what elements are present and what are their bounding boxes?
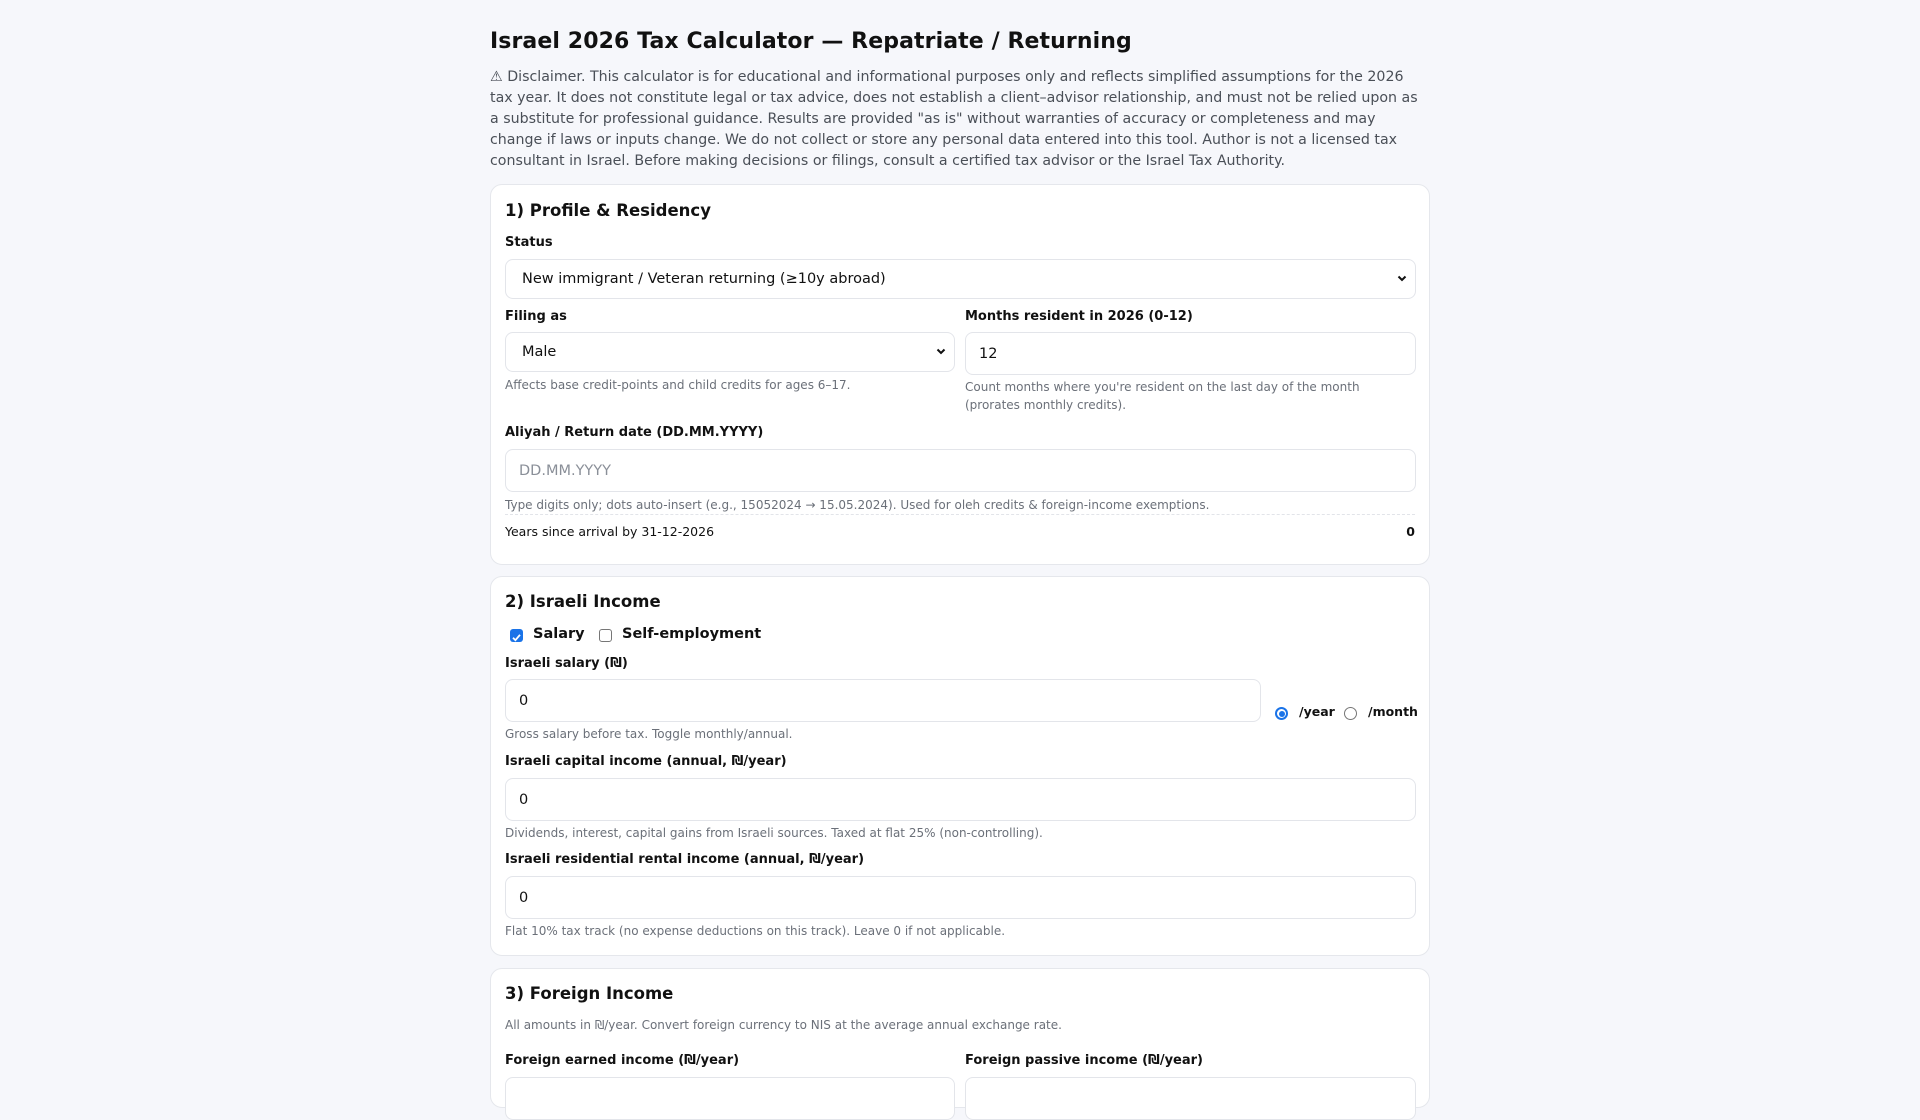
- months-resident-label: Months resident in 2026 (0-12): [965, 309, 1193, 324]
- self-employment-checkbox-label[interactable]: Self-employment: [622, 626, 762, 642]
- months-resident-input[interactable]: [965, 332, 1416, 375]
- aliyah-date-input[interactable]: [505, 449, 1416, 492]
- rental-income-input[interactable]: [505, 876, 1416, 919]
- salary-value: 0: [519, 692, 529, 709]
- status-select[interactable]: [505, 259, 1416, 299]
- foreign-earned-input[interactable]: [505, 1077, 955, 1120]
- status-value: New immigrant / Veteran returning (≥10y abroad): [522, 271, 886, 287]
- capital-income-input[interactable]: [505, 778, 1416, 821]
- years-since-arrival-value: 0: [1406, 524, 1415, 539]
- years-since-arrival-label: Years since arrival by 31-12-2026: [505, 524, 715, 539]
- salary-label: Israeli salary (₪): [505, 656, 628, 671]
- rental-income-value: 0: [519, 889, 529, 906]
- israeli-income-card: [490, 576, 1430, 956]
- aliyah-date-placeholder: DD.MM.YYYY: [519, 462, 611, 479]
- foreign-earned-label: Foreign earned income (₪/year): [505, 1053, 740, 1068]
- chevron-down-icon: [936, 346, 946, 356]
- months-resident-value: 12: [979, 345, 998, 362]
- rental-income-label: Israeli residential rental income (annual, ₪/year): [505, 852, 865, 867]
- section-heading: 2) Israeli Income: [505, 592, 661, 611]
- capital-income-value: 0: [519, 791, 529, 808]
- filing-as-select[interactable]: [505, 332, 955, 372]
- period-month-radio[interactable]: [1344, 707, 1357, 720]
- period-year-radio[interactable]: [1275, 707, 1288, 720]
- section-heading: 3) Foreign Income: [505, 984, 674, 1003]
- capital-income-label: Israeli capital income (annual, ₪/year): [505, 754, 787, 769]
- capital-income-hint: Dividends, interest, capital gains from Israeli sources. Taxed at flat 25% (non-controlling).: [505, 826, 1043, 840]
- salary-input[interactable]: [505, 679, 1261, 722]
- status-label: Status: [505, 235, 553, 250]
- foreign-passive-input[interactable]: [965, 1077, 1416, 1120]
- disclaimer-text: ⚠ Disclaimer. This calculator is for educational and informational purposes only and reflects simplified assumptions for the 2026 tax year. It does not constitute legal or tax advice, does not establish a client–advisor relationship, and must not be relied upon as a substitute for professional guidance. Results are provided "as is" without warranties of accuracy or completeness and may change if laws or inputs change. We do not collect or store any personal data entered into this tool. Author is not a licensed tax consultant in Israel. Before making decisions or filings, consult a certified tax advisor or the Israel Tax Authority.: [490, 69, 1418, 169]
- filing-as-value: Male: [522, 344, 557, 360]
- chevron-down-icon: [1397, 273, 1407, 283]
- checkmark-icon: [510, 631, 523, 644]
- salary-hint: Gross salary before tax. Toggle monthly/annual.: [505, 727, 793, 741]
- filing-as-label: Filing as: [505, 309, 567, 324]
- period-year-label[interactable]: /year: [1299, 704, 1335, 719]
- salary-checkbox[interactable]: [510, 629, 523, 642]
- period-month-label[interactable]: /month: [1368, 704, 1418, 719]
- aliyah-date-label: Aliyah / Return date (DD.MM.YYYY): [505, 425, 764, 440]
- filing-as-hint: Affects base credit-points and child credits for ages 6–17.: [505, 378, 851, 392]
- profile-residency-card: [490, 184, 1430, 565]
- foreign-income-card: [490, 968, 1430, 1108]
- section-heading: 1) Profile & Residency: [505, 201, 711, 220]
- rental-income-hint: Flat 10% tax track (no expense deductions on this track). Leave 0 if not applicable.: [505, 924, 1006, 938]
- aliyah-date-hint: Type digits only; dots auto-insert (e.g., 15052024 → 15.05.2024). Used for oleh credits & foreign-income exemptions.: [505, 498, 1210, 512]
- months-resident-hint: Count months where you're resident on the last day of the month (prorates monthly credits).: [965, 380, 1360, 412]
- foreign-income-note: All amounts in ₪/year. Convert foreign currency to NIS at the average annual exchange rate.: [505, 1018, 1062, 1032]
- page-title: Israel 2026 Tax Calculator — Repatriate / Returning: [490, 29, 1132, 54]
- divider: [505, 514, 1415, 515]
- foreign-passive-label: Foreign passive income (₪/year): [965, 1053, 1203, 1068]
- self-employment-checkbox[interactable]: [599, 629, 612, 642]
- salary-checkbox-label[interactable]: Salary: [533, 626, 585, 642]
